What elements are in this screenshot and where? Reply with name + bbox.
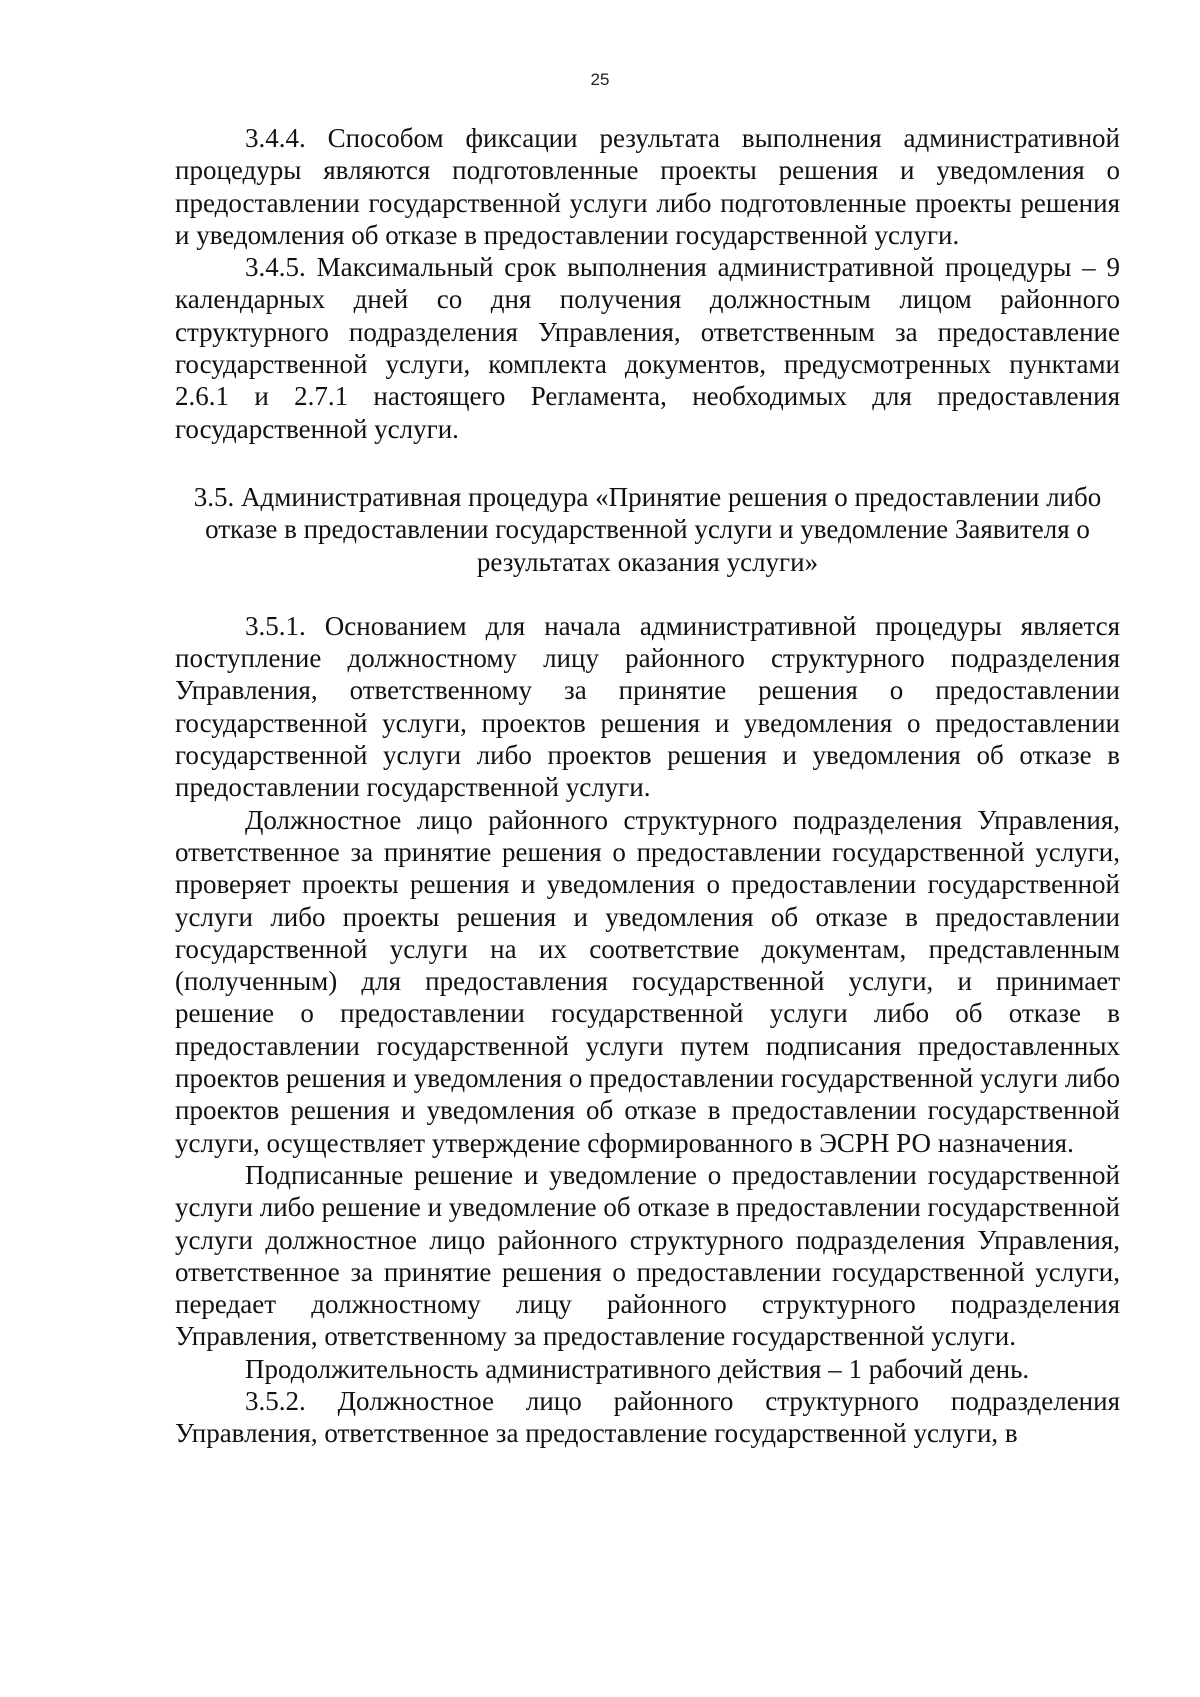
paragraph-duration: Продолжительность административного действия – 1 рабочий день.	[245, 1353, 1030, 1384]
page-number: 25	[590, 70, 610, 89]
paragraph-signed-documents: Подписанные решение и уведомление о предоставлении государственной услуги либо решение и уведомление об отказе в предоставлении государственной услуги должностное лицо районного структурного подразделения Управления, ответственное за принятие решения о предоставлении государственной услуги, передает должностному лицу районного структурного подразделения Управления, ответственному за предоставление государственной услуги.	[175, 1159, 1120, 1352]
section-heading-3-5: 3.5. Административная процедура «Принятие решения о предоставлении либо отказе в предоставлении государственной услуги и уведомление Заявителя о результатах оказания услуги»	[193, 481, 1102, 577]
paragraph-3-4-4: 3.4.4. Способом фиксации результата выполнения административной процедуры являются подготовленные проекты решения и уведомления о предоставлении государственной услуги либо подготовленные проекты решения и уведомления об отказе в предоставлении государственной услуги.	[175, 123, 1120, 250]
document-body	[175, 122, 1120, 1450]
paragraph-official-review: Должностное лицо районного структурного подразделения Управления, ответственное за принятие решения о предоставлении государственной услуги, проверяет проекты решения и уведомления о предоставлении государственной услуги либо проекты решения и уведомления об отказе в предоставлении государственной услуги на их соответствие документам, представленным (полученным) для предоставления государственной услуги, и принимает решение о предоставлении государственной услуги либо об отказе в предоставлении государственной услуги путем подписания предоставленных проектов решения и уведомления о предоставлении государственной услуги либо проектов решения и уведомления об отказе в предоставлении государственной услуги, осуществляет утверждение сформированного в ЭСРН РО назначения.	[175, 804, 1120, 1158]
paragraph-3-5-2: 3.5.2. Должностное лицо районного структурного подразделения Управления, ответственное за предоставление государственной услуги, в	[175, 1385, 1120, 1449]
paragraph-3-5-1: 3.5.1. Основанием для начала административной процедуры является поступление должностному лицу районного структурного подразделения Управления, ответственному за принятие решения о предоставлении государственной услуги, проектов решения и уведомления о предоставлении государственной услуги либо проектов решения и уведомления об отказе в предоставлении государственной услуги.	[175, 610, 1120, 803]
paragraph-3-4-5: 3.4.5. Максимальный срок выполнения административной процедуры – 9 календарных дней со дня получения должностным лицом районного структурного подразделения Управления, ответственным за предоставление государственной услуги, комплекта документов, предусмотренных пунктами 2.6.1 и 2.7.1 настоящего Регламента, необходимых для предоставления государственной услуги.	[175, 252, 1120, 444]
